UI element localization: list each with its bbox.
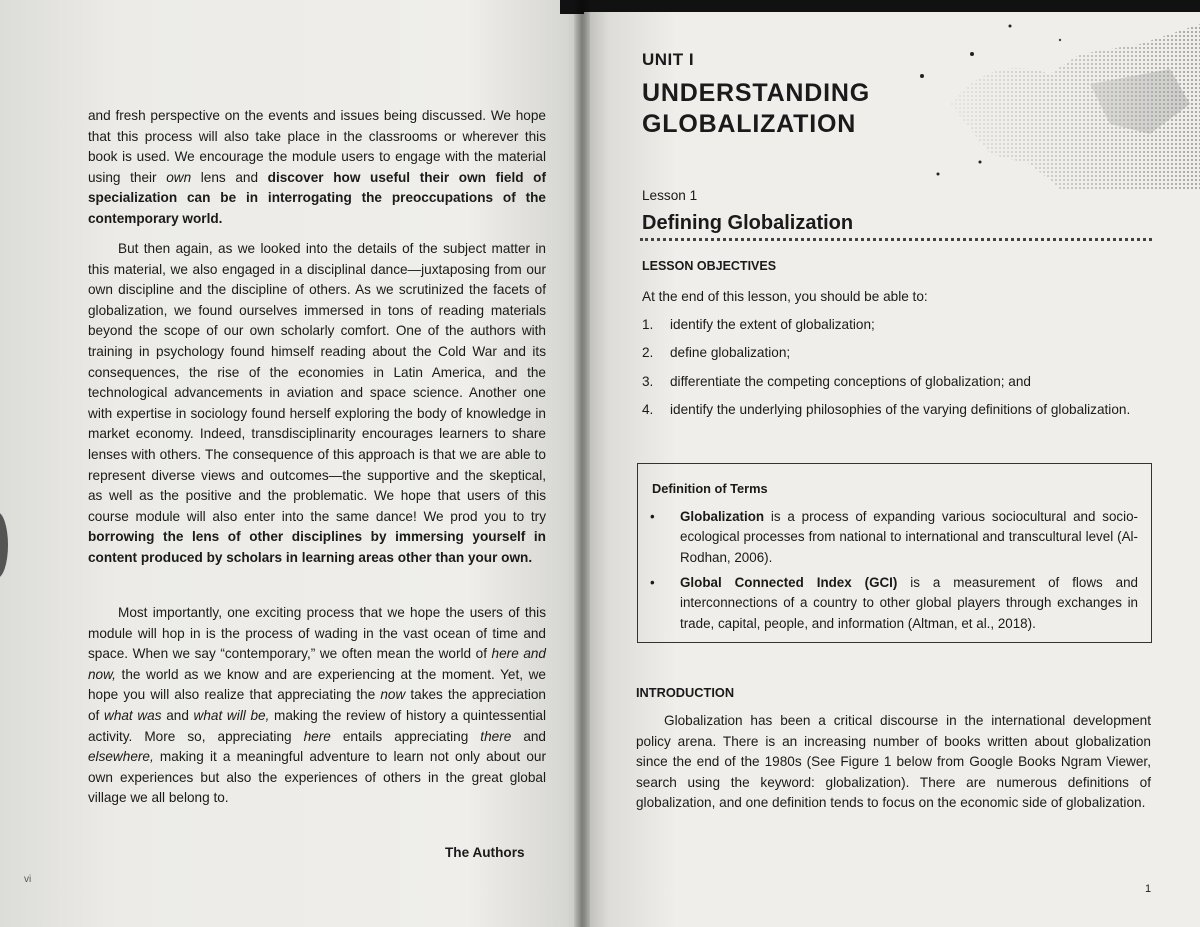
preface-paragraph-1 [88,106,546,230]
emphasis-text: here and now, [88,646,546,682]
objective-text: differentiate the competing conceptions of globalization; and [670,374,1031,389]
bullet-icon: • [650,509,655,524]
objective-text: define globalization; [670,345,791,360]
objective-number: 3. [642,374,654,389]
bold-text: discover how useful their own field of specialization can be in interrogating the preoccupations of the contemporary world. [88,169,547,226]
objective-text: identify the extent of globalization; [670,317,875,332]
terms-heading: Definition of Terms [652,481,768,496]
paragraph-text: and [511,728,546,744]
lesson-title: Defining Globalization [642,212,854,234]
emphasis-text: now [380,687,406,703]
emphasis-text: own [166,169,192,185]
preface-paragraph-3 [88,603,546,809]
emphasis-text: what was [104,707,162,723]
paragraph-text: and [161,707,194,723]
term-name: Globalization [680,509,765,524]
paragraph-text: Most importantly, one exciting process that we hope the users of this module will hop in is the process of wading in the vast ocean of time and space. When we say “contemporary,” we often mean the world of [88,605,546,662]
page-number-right: 1 [1145,883,1152,895]
lesson-label: Lesson 1 [642,188,698,203]
authors-signature: The Authors [445,845,525,860]
emphasis-text: what will be, [193,707,270,723]
objective-number: 2. [642,345,654,360]
term-text [680,573,1138,634]
introduction-paragraph: Globalization has been a critical discourse in the international development policy arena. There is an increasing number of books written about globalization since the end of the 1980s (See Figure 1 below from Google Books Ngram Viewer, search using the keyword: globalization). There are numerous definitions of globalization, and one definition tends to focus on the economic side of globalization. [636,713,1151,811]
page-number-left: vi [24,874,32,885]
definition-of-terms-box [637,463,1152,643]
paragraph-text: lens and [191,169,268,185]
paragraph-text: takes the appreciation of [88,687,546,723]
objectives-heading: LESSON OBJECTIVES [642,259,777,273]
paragraph-text: making the review of history a quintessential activity. More so, appreciating [88,707,547,744]
dotted-divider [640,238,1152,241]
bullet-icon: • [650,575,655,590]
emphasis-text: elsewhere, [88,749,154,765]
preface-paragraph-2 [88,239,546,569]
emphasis-text: there [480,728,512,744]
objective-number: 4. [642,402,654,417]
paragraph-text: entails appreciating [330,728,481,744]
term-name: Global Connected Index (GCI) [680,575,898,590]
term-definition: is a measurement of flows and interconnections of a country to other global players through exchanges in trade, capital, people, and information (Altman, et al., 2018). [680,575,1139,631]
objective-text: identify the underlying philosophies of the varying definitions of globalization. [670,402,1131,417]
book-spine [574,0,590,927]
paragraph-text: making it a meaningful adventure to learn not only about our own experiences but also the experiences of others in the great global village we all belong to. [88,749,546,806]
objectives-intro: At the end of this lesson, you should be able to: [642,289,928,304]
term-definition: is a process of expanding various sociocultural and socio-ecological processes from national to international and transcultural level (Al-Rodhan, 2006). [680,509,1138,565]
unit-label: UNIT I [642,50,695,69]
paragraph-text: But then again, as we looked into the details of the subject matter in this material, we also engaged in a disciplinal dance—juxtaposing from our own discipline and the discipline of others. As we scrutinized the facets of globalization, we found ourselves immersed in tons of reading materials beyond the scope of our own scholarly comfort. One of the authors with training in psychology found himself reading about the Cold War and its consequences, the rise of the economies in Latin America, and the technological advancements in aviation and space science. Another one with expertise in sociology found herself exploring the body of knowledge in market economy. Indeed, transdisciplinarity encourages learners to share lenses with others. The consequence of this approach is that we are able to represent diverse views and outcomes—the supportive and the skeptical, as well as the positive and the problematic. We hope that users of this course module will also enter into the same dance! We prod you to try [88,241,546,524]
paragraph-text: the world as we know and are experiencing at the moment. Yet, we hope you will also realize that appreciating the [88,666,546,703]
term-text [680,507,1138,568]
introduction-heading: INTRODUCTION [636,685,735,700]
unit-title: UNDERSTANDING GLOBALIZATION [642,79,870,138]
bold-text: borrowing the lens of other disciplines by immersing yourself in content produced by scholars in learning areas other than your own. [88,529,546,565]
objective-number: 1. [642,317,654,332]
paragraph-text: and fresh perspective on the events and issues being discussed. We hope that this process will also take place in the classrooms or wherever this book is used. We encourage the module users to engage with the material using their [88,108,546,185]
emphasis-text: here [303,728,331,744]
